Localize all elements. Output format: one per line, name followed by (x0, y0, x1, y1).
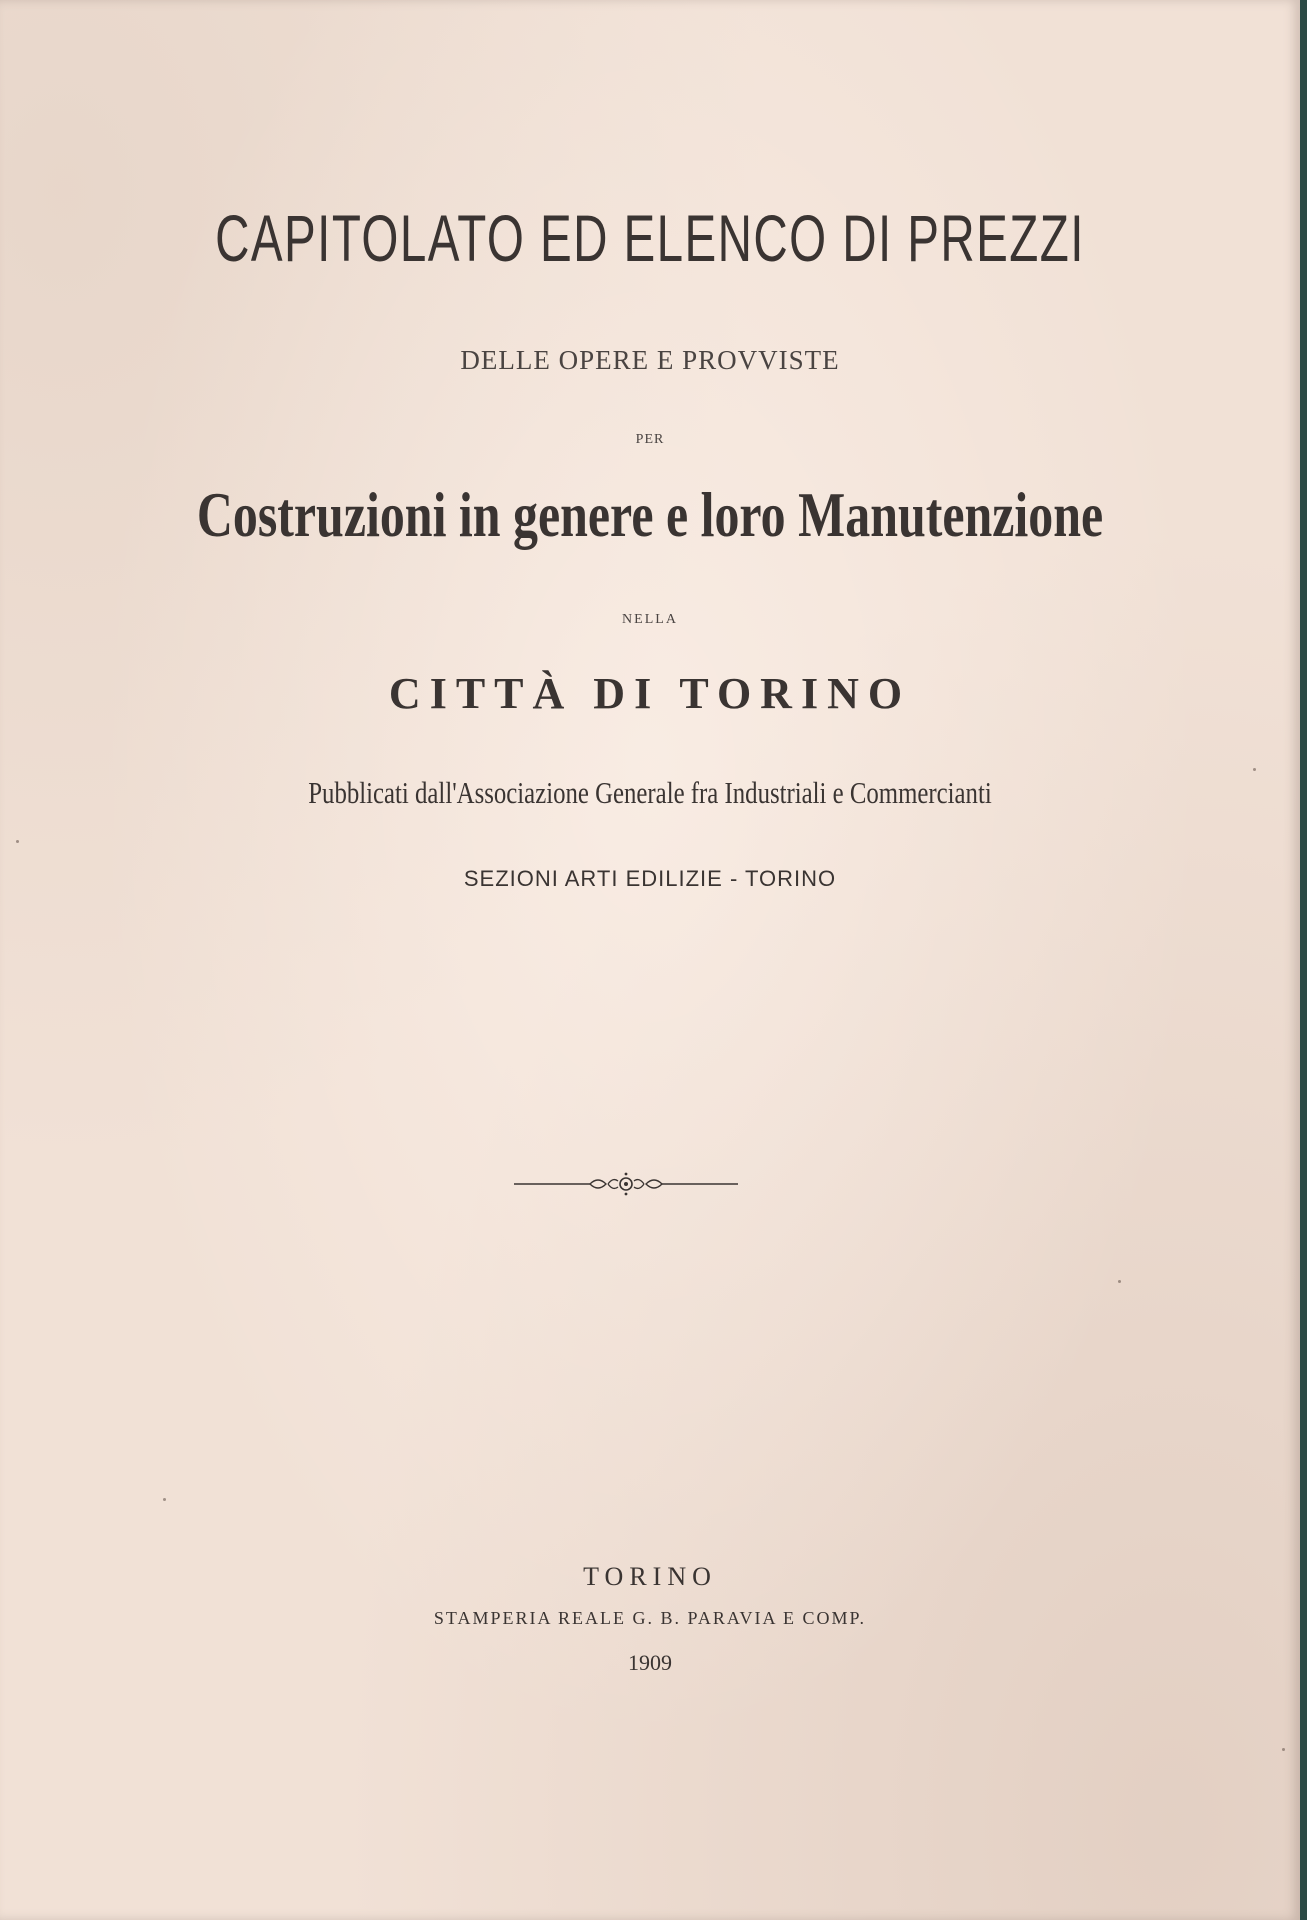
decorative-rule-ornament-icon (512, 1168, 740, 1200)
publisher-line: Pubblicati dall'Associazione Generale fra Industriali e Commercianti (308, 775, 992, 810)
paper-speck (1118, 1280, 1121, 1283)
paper-speck (1253, 768, 1256, 771)
connector-per: PER (635, 432, 665, 447)
city-name: CITTÀ DI TORINO (388, 669, 912, 718)
imprint-printer: STAMPERIA REALE G. B. PARAVIA E COMP. (433, 1608, 867, 1628)
paper-speck (163, 1498, 166, 1501)
subtitle-opere-provviste: DELLE OPERE E PROVVISTE (460, 345, 840, 375)
paper-speck (16, 840, 19, 843)
main-title: CAPITOLATO ED ELENCO DI PREZZI (215, 201, 1085, 275)
imprint-year: 1909 (628, 1650, 672, 1675)
main-subject: Costruzioni in genere e loro Manutenzione (196, 479, 1104, 550)
connector-nella: NELLA (622, 612, 678, 627)
section-line: SEZIONI ARTI EDILIZIE - TORINO (463, 866, 837, 891)
imprint-place: TORINO (583, 1562, 717, 1591)
paper-speck (1282, 1748, 1285, 1751)
